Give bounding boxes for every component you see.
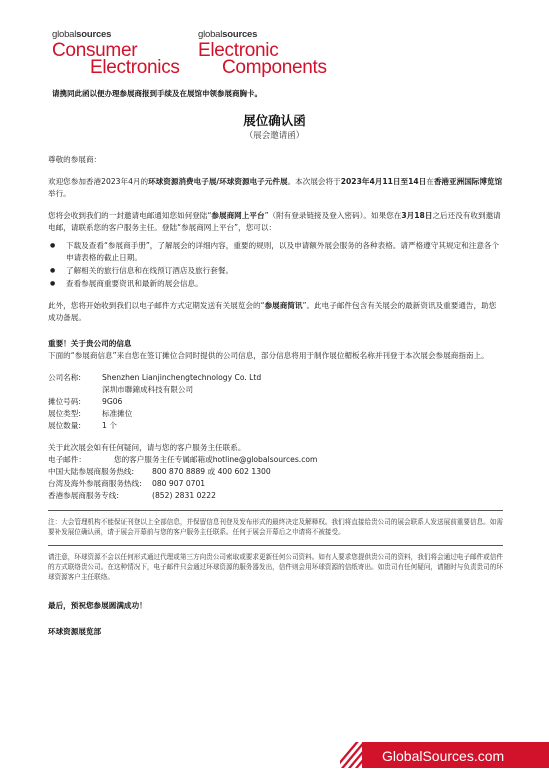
email-value[interactable]: 您的客户服务主任专属邮箱或hotline@globalsources.com <box>114 455 318 464</box>
list-item: ● 下载及查看“参展商手册”，了解展会的详细内容，重要的规则，以及申请额外展会服务的各种表格。请严格遵守其规定和注意各个申请表格的截止日期。 <box>48 240 503 264</box>
page-title: 展位确认函 <box>243 113 306 128</box>
divider <box>48 510 503 511</box>
notice-text: 请携同此函以便办理参展商报到手续及在展馆申领参展商胸卡。 <box>52 89 262 98</box>
platform-features-list <box>48 240 503 290</box>
contact-intro: 关于此次展会如有任何疑问，请与您的客户服务主任联系。 <box>48 443 246 452</box>
intro-paragraph: 欢迎您参加香港2023年4月的环球资源消费电子展/环球资源电子元件展。本次展会将于2023年4月11日至14日在香港亚洲国际博览馆举行。 <box>48 177 503 198</box>
note-disclaimer: 注：大会管理机构不能保证刊登以上全部信息，并保留信息刊登及发布形式的最终决定及解释权。我们将直接给贵公司的展会联系人发送展前重要信息。如需要补发展位确认函，请于展会开幕前与您的客户服务主任联系。任何于展会开幕后之申请将不被接受。 <box>48 518 503 536</box>
divider <box>48 545 503 546</box>
header-logos <box>52 28 327 82</box>
note-fraud-warning: 请注意，环球资源不会以任何形式通过代理或第三方向贵公司索取或要求更新任何公司资料。如有人要求您提供贵公司的资料，我们将会通过电子邮件或信件的方式联络贵公司。在这种情况下，电子邮件只会通过环球资源的服务器发出，信件则会用环球资源的信纸寄出。如贵司有任何疑问，请随时与负责贵司的环球资源客户主任联络。 <box>48 553 503 581</box>
footer-brand: GlobalSources.com <box>362 742 549 768</box>
page-subtitle: （展会邀请函） <box>244 131 305 141</box>
newsletter-paragraph: 此外，您将开始收到我们以电子邮件方式定期发送有关展览会的“参展商简讯”。此电子邮件包含有关展会的最新资讯及重要通告，助您成功备展。 <box>48 301 497 322</box>
signature: 环球资源展览部 <box>48 627 102 636</box>
closing-wish: 最后，预祝您参展圆满成功！ <box>48 601 147 610</box>
company-info-block <box>48 372 503 432</box>
list-item: ● 了解相关的旅行信息和在线预订酒店及旅行套餐。 <box>48 265 503 277</box>
contact-block <box>48 442 503 502</box>
email-row: 电子邮件： 您的客户服务主任专属邮箱或hotline@globalsources.com <box>48 455 318 464</box>
info-row: 展位类型: 标准摊位 <box>48 409 133 418</box>
platform-paragraph: 您将会收到我们的一封邀请电邮通知您如何登陆“参展商网上平台”（附有登录链接及登入密码）。如果您在3月18日之后还没有收到邀请电邮，请联系您的客户服务主任。登陆“参展商网上平台”，您可以： <box>48 211 501 232</box>
important-text: 下面的“参展商信息”来自您在签订摊位合同时提供的公司信息，部分信息将用于制作展位楣板名称并刊登于本次展会参展商指南上。 <box>48 351 489 360</box>
list-item: ● 查看参展商重要资讯和最新的展会信息。 <box>48 278 503 290</box>
letter-body <box>48 154 503 648</box>
greeting: 尊敬的参展商： <box>48 155 102 164</box>
hotline-row: 台湾及海外参展商服务热线: 080 907 0701 <box>48 479 206 488</box>
consumer-electronics-logo: globalsources Consumer Electronics <box>52 29 180 79</box>
hotline-row: 香港参展商服务专线: (852) 2831 0222 <box>48 491 216 500</box>
hotline-row: 中国大陆参展商服务热线: 800 870 8889 或 400 602 1300 <box>48 467 271 476</box>
electronic-components-logo: globalsources Electronic Components <box>198 29 327 79</box>
info-row: 深圳市聯錦成科技有限公司 <box>102 385 194 394</box>
important-heading: 重要！关于贵公司的信息 <box>48 339 132 348</box>
info-row: 展位数量: 1 个 <box>48 421 117 430</box>
info-row: 公司名称: Shenzhen Lianjinchengtechnology Co. Ltd <box>48 373 262 382</box>
info-row: 摊位号码: 9G06 <box>48 397 123 406</box>
